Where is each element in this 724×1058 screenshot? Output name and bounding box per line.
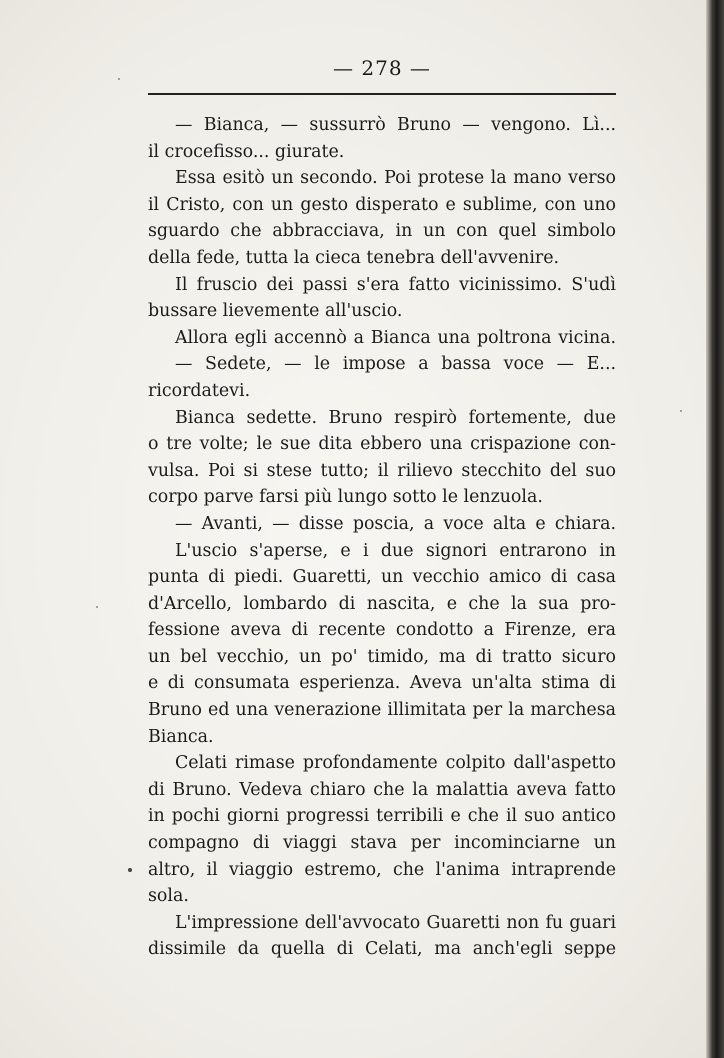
text-line: della fede, tutta la cieca tenebra dell'avvenire. <box>148 247 560 268</box>
text-line: in pochi giorni progressi terribili e che il suo antico <box>148 806 616 827</box>
text-line: L'uscio s'aperse, e i due signori entrarono in <box>175 540 616 561</box>
text-line: il Cristo, con un gesto disperato e sublime, con uno <box>148 194 616 215</box>
text-line: punta di piedi. Guaretti, un vecchio amico di casa <box>148 567 616 588</box>
text-line: Essa esitò un secondo. Poi protese la mano verso <box>175 168 616 189</box>
text-line: sola. <box>148 886 189 907</box>
text-line: Bianca. <box>148 726 214 747</box>
text-line: di Bruno. Vedeva chiaro che la malattia aveva fatto <box>148 779 616 800</box>
page-number: — 278 — <box>333 56 431 80</box>
text-line: o tre volte; le sue dita ebbero una crispazione con- <box>148 434 616 455</box>
text-line: L'impressione dell'avvocato Guaretti non fu guari <box>175 912 616 933</box>
page-binding-edge <box>706 0 724 1058</box>
text-line: corpo parve farsi più lungo sotto le lenzuola. <box>148 487 543 508</box>
text-line: fessione aveva di recente condotto a Firenze, era <box>148 620 616 641</box>
body-text <box>148 112 616 963</box>
text-line: sguardo che abbracciava, in un con quel simbolo <box>148 221 616 242</box>
text-line: e di consumata esperienza. Aveva un'alta stima di <box>148 673 616 694</box>
text-line: bussare lievemente all'uscio. <box>148 301 403 322</box>
paper-speck <box>118 78 120 80</box>
text-line: d'Arcello, lombardo di nascita, e che la sua pro- <box>148 593 616 614</box>
text-line: Bianca sedette. Bruno respirò fortemente, due <box>175 407 616 428</box>
paper-speck <box>680 410 682 412</box>
text-line: Il fruscio dei passi s'era fatto vicinissimo. S'udì <box>175 274 616 295</box>
text-line: Bruno ed una venerazione illimitata per la marchesa <box>148 700 616 721</box>
header-rule <box>148 93 616 95</box>
text-line: compagno di viaggi stava per incominciarne un <box>148 833 616 854</box>
text-line: altro, il viaggio estremo, che l'anima intraprende <box>148 859 616 880</box>
text-line: ricordatevi. <box>148 380 251 401</box>
text-line: vulsa. Poi si stese tutto; il rilievo stecchito del suo <box>148 460 616 481</box>
text-line: Celati rimase profondamente colpito dall'aspetto <box>175 753 616 774</box>
text-line: dissimile da quella di Celati, ma anch'egli seppe <box>148 939 616 960</box>
text-line: — Avanti, — disse poscia, a voce alta e chiara. <box>175 513 616 534</box>
text-line: — Sedete, — le impose a bassa voce — E... <box>175 354 616 375</box>
text-line: un bel vecchio, un po' timido, ma di tratto sicuro <box>148 646 616 667</box>
text-line: il crocefisso... giurate. <box>148 141 345 162</box>
paper-speck <box>96 606 98 608</box>
text-line: Allora egli accennò a Bianca una poltrona vicina. <box>175 327 616 348</box>
margin-dot <box>128 868 132 872</box>
text-line: — Bianca, — sussurrò Bruno — vengono. Lì... <box>175 115 616 135</box>
